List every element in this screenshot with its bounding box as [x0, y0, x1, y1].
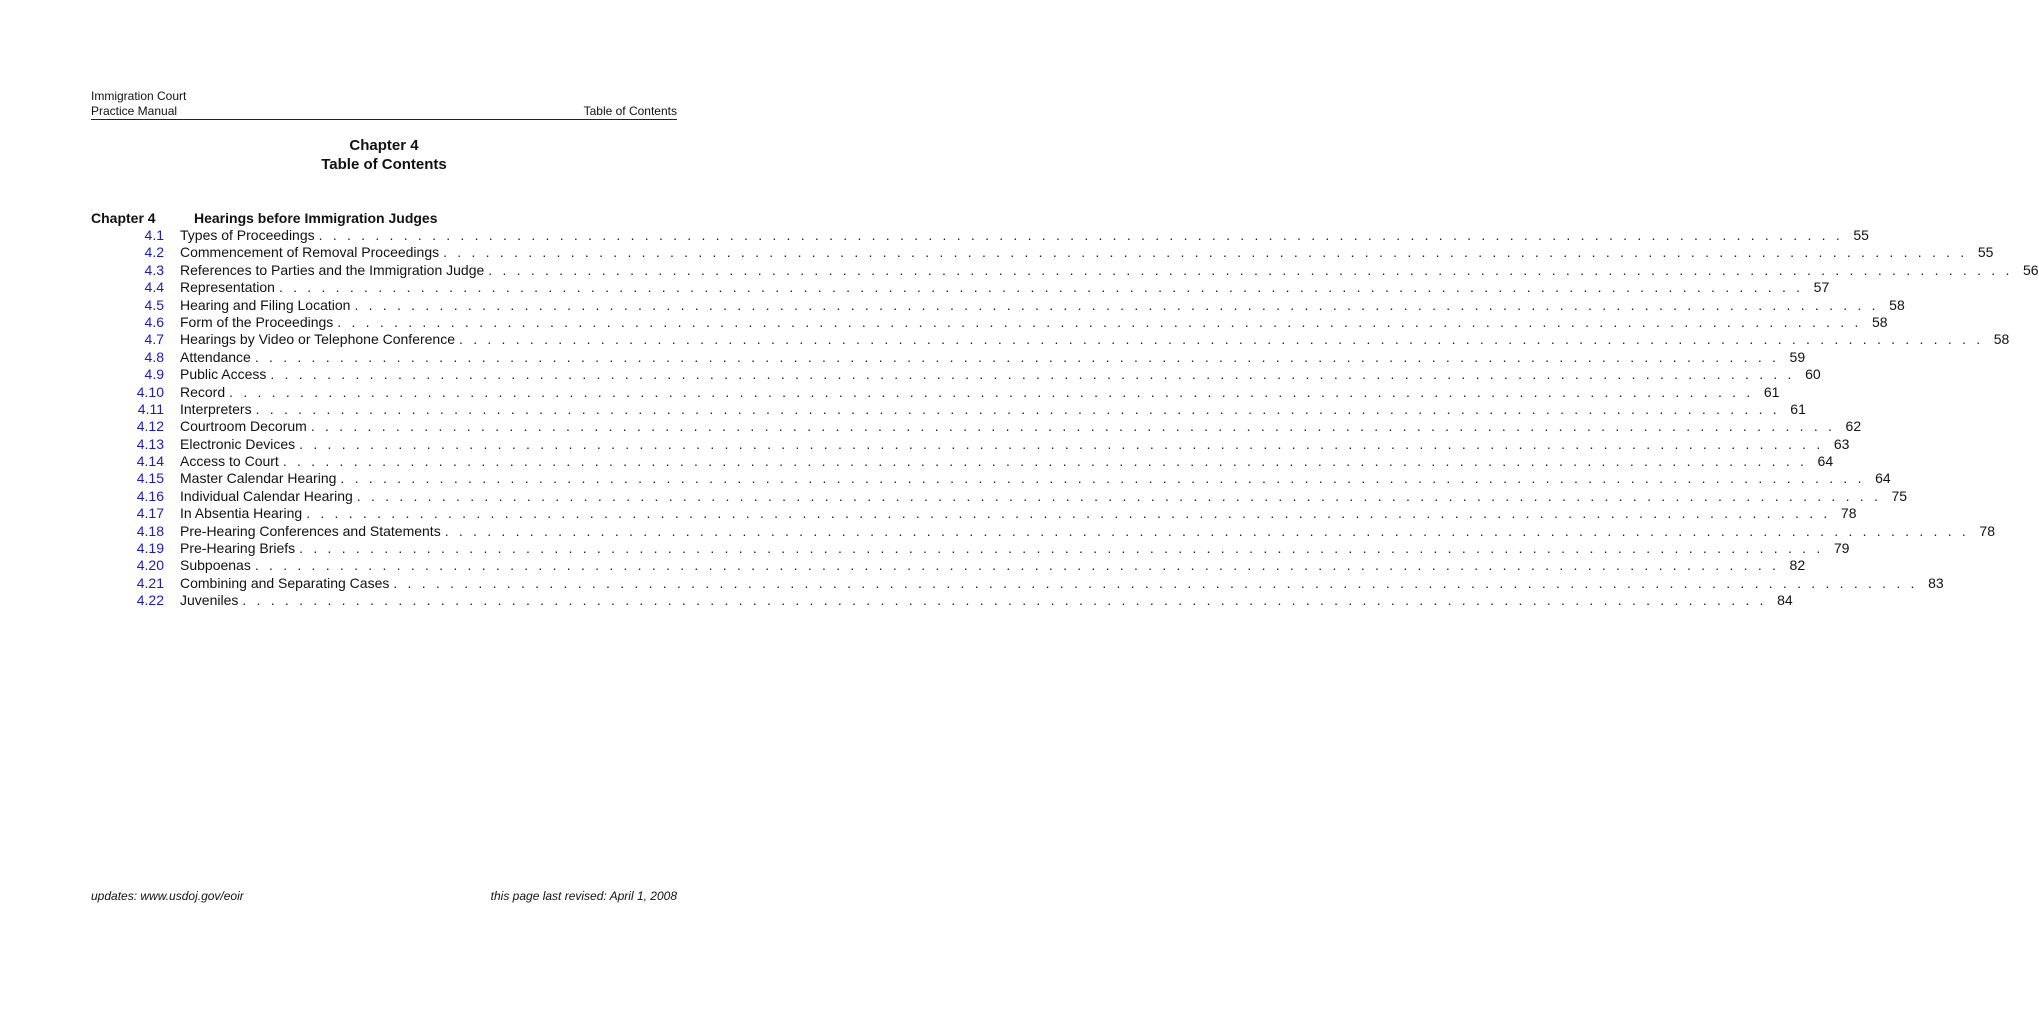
toc-entry: [180, 296, 1905, 314]
toc-dot-leader: . . . . . . . . . . . . . . . . . . . . . . . . . . . . . . . . . . . . . . . . . . . . . . . . . . . . . . . . . . . . . . . . . . . . . . . . . . . . . . . . . . . . . . . . . . . . . . . . . . . . . . . . . . . .: [270, 366, 1795, 383]
toc-page-number: 59: [1789, 348, 1806, 365]
toc-dot-leader: . . . . . . . . . . . . . . . . . . . . . . . . . . . . . . . . . . . . . . . . . . . . . . . . . . . . . . . . . . . . . . . . . . . . . . . . . . . . . . . . . . . . . . . . . . . . . . . . . . . . . . . . . . . .: [337, 313, 1862, 330]
toc-section-number-link[interactable]: 4.7: [144, 331, 164, 348]
toc-section-title: Electronic Devices: [180, 435, 296, 452]
toc-section-title: Hearings by Video or Telephone Conference: [180, 331, 456, 348]
toc-page-number: 56: [2022, 261, 2039, 278]
toc-dot-leader: . . . . . . . . . . . . . . . . . . . . . . . . . . . . . . . . . . . . . . . . . . . . . . . . . . . . . . . . . . . . . . . . . . . . . . . . . . . . . . . . . . . . . . . . . . . . . . . . . . . . . . . . . . . .: [356, 487, 1882, 504]
toc-section-number-link[interactable]: 4.10: [136, 383, 164, 400]
header-section-label: Table of Contents: [583, 104, 677, 118]
toc-page-number: 75: [1891, 487, 1908, 504]
toc-page-number: 78: [1840, 505, 1857, 522]
toc-entry: [180, 227, 1869, 244]
toc-chapter-label: Chapter 4: [91, 210, 156, 226]
toc-section-title: Courtroom Decorum: [180, 418, 307, 435]
toc-section-number-link[interactable]: 4.18: [136, 522, 164, 539]
toc-entry: [180, 522, 1995, 540]
toc-section-title: Master Calendar Hearing: [180, 470, 337, 487]
toc-row[interactable]: [91, 470, 1891, 487]
toc-entry: [180, 400, 1806, 418]
toc-section-number-link[interactable]: 4.19: [136, 540, 164, 557]
toc-section-title: Interpreters: [180, 400, 252, 417]
toc-entry: [180, 453, 1834, 470]
toc-title-line: Table of Contents: [321, 156, 447, 173]
toc-row[interactable]: [91, 331, 2010, 348]
toc-entry: [180, 418, 1862, 435]
toc-page-number: 78: [1979, 522, 1995, 539]
toc-entry: [180, 244, 1994, 261]
toc-page-number: 79: [1833, 540, 1850, 557]
toc-row[interactable]: [91, 592, 1793, 609]
toc-page-number: 55: [1977, 244, 1994, 261]
toc-section-title: Combining and Separating Cases: [180, 574, 390, 591]
toc-section-number-link[interactable]: 4.5: [144, 296, 164, 313]
toc-row[interactable]: [91, 574, 1944, 592]
toc-section-number-link[interactable]: 4.1: [144, 227, 164, 243]
toc-page-number: 83: [1928, 574, 1944, 591]
toc-section-number-link[interactable]: 4.12: [136, 418, 164, 435]
toc-section-title: Form of the Proceedings: [180, 313, 334, 330]
toc-entry: [180, 505, 1857, 522]
toc-row[interactable]: [91, 487, 1908, 505]
chapter-title-line: Chapter 4: [349, 137, 419, 154]
toc-section-number-link[interactable]: 4.20: [136, 557, 164, 574]
toc-entry: [180, 331, 2010, 348]
toc-dot-leader: . . . . . . . . . . . . . . . . . . . . . . . . . . . . . . . . . . . . . . . . . . . . . . . . . . . . . . . . . . . . . . . . . . . . . . . . . . . . . . . . . . . . . . . . . . . . . . . . . . . . . . . . . . . .: [278, 279, 1804, 296]
toc-row[interactable]: [91, 296, 1905, 314]
toc-section-title: Attendance: [180, 348, 251, 365]
toc-entry: [180, 261, 2039, 279]
toc-entry: [180, 383, 1780, 401]
toc-dot-leader: . . . . . . . . . . . . . . . . . . . . . . . . . . . . . . . . . . . . . . . . . . . . . . . . . . . . . . . . . . . . . . . . . . . . . . . . . . . . . . . . . . . . . . . . . . . . . . . . . . . . . . . . . . . .: [299, 435, 1824, 452]
toc-entry: [180, 348, 1806, 366]
toc-section-title: References to Parties and the Immigration Judge: [180, 261, 485, 278]
toc-entry: [180, 592, 1793, 609]
toc-chapter-name: Hearings before Immigration Judges: [194, 210, 438, 226]
header-line-manual: Practice Manual: [91, 104, 178, 118]
toc-entry: [180, 279, 1830, 296]
toc-row[interactable]: [91, 540, 1850, 557]
toc-dot-leader: . . . . . . . . . . . . . . . . . . . . . . . . . . . . . . . . . . . . . . . . . . . . . . . . . . . . . . . . . . . . . . . . . . . . . . . . . . . . . . . . . . . . . . . . . . . . . . . . . . . . . . . . . . . .: [340, 470, 1865, 487]
toc-dot-leader: . . . . . . . . . . . . . . . . . . . . . . . . . . . . . . . . . . . . . . . . . . . . . . . . . . . . . . . . . . . . . . . . . . . . . . . . . . . . . . . . . . . . . . . . . . . . . . . . . . . . . . . . . . . .: [488, 261, 2013, 278]
toc-row[interactable]: [91, 557, 1806, 574]
toc-section-title: Individual Calendar Hearing: [180, 487, 353, 504]
toc-row[interactable]: [91, 400, 1806, 418]
toc-page-number: 61: [1763, 383, 1780, 400]
toc-dot-leader: . . . . . . . . . . . . . . . . . . . . . . . . . . . . . . . . . . . . . . . . . . . . . . . . . . . . . . . . . . . . . . . . . . . . . . . . . . . . . . . . . . . . . . . . . . . . . . . . . . . . . . . . . . . .: [299, 540, 1824, 557]
toc-row[interactable]: [91, 261, 2039, 279]
toc-section-number-link[interactable]: 4.8: [144, 348, 164, 365]
toc-entry: [180, 574, 1944, 592]
toc-page-number: 57: [1813, 279, 1830, 296]
toc-row[interactable]: [91, 435, 1850, 453]
toc-dot-leader: . . . . . . . . . . . . . . . . . . . . . . . . . . . . . . . . . . . . . . . . . . . . . . . . . . . . . . . . . . . . . . . . . . . . . . . . . . . . . . . . . . . . . . . . . . . . . . . . . . . . . . . . . . . .: [306, 505, 1831, 522]
toc-dot-leader: . . . . . . . . . . . . . . . . . . . . . . . . . . . . . . . . . . . . . . . . . . . . . . . . . . . . . . . . . . . . . . . . . . . . . . . . . . . . . . . . . . . . . . . . . . . . . . . . . . . . . . . . . . . .: [443, 244, 1968, 261]
footer-updates: updates: www.usdoj.gov/eoir: [91, 889, 244, 903]
toc-dot-leader: . . . . . . . . . . . . . . . . . . . . . . . . . . . . . . . . . . . . . . . . . . . . . . . . . . . . . . . . . . . . . . . . . . . . . . . . . . . . . . . . . . . . . . . . . . . . . . . . . . . . . . . . . . . .: [318, 227, 1843, 243]
toc-page-number: 60: [1805, 366, 1821, 383]
toc-row[interactable]: [91, 279, 1830, 296]
toc-entry: [180, 557, 1806, 574]
toc-row[interactable]: [91, 227, 1869, 244]
toc-section-number-link[interactable]: 4.2: [144, 244, 164, 261]
toc-row[interactable]: [91, 453, 1834, 470]
toc-section-number-link[interactable]: 4.3: [144, 261, 164, 278]
toc-entry: [180, 540, 1850, 557]
toc-page-number: 58: [1889, 296, 1905, 313]
toc-page-number: 82: [1789, 557, 1806, 574]
toc-entry: [180, 435, 1850, 453]
running-header: [91, 89, 186, 119]
toc-dot-leader: . . . . . . . . . . . . . . . . . . . . . . . . . . . . . . . . . . . . . . . . . . . . . . . . . . . . . . . . . . . . . . . . . . . . . . . . . . . . . . . . . . . . . . . . . . . . . . . . . . . . . . . . . . . .: [282, 453, 1808, 470]
toc-row[interactable]: [91, 505, 1857, 522]
toc-section-number-link[interactable]: 4.11: [137, 400, 164, 417]
toc-section-number-link[interactable]: 4.14: [136, 453, 164, 470]
toc-section-number-link[interactable]: 4.17: [136, 505, 164, 522]
toc-dot-leader: . . . . . . . . . . . . . . . . . . . . . . . . . . . . . . . . . . . . . . . . . . . . . . . . . . . . . . . . . . . . . . . . . . . . . . . . . . . . . . . . . . . . . . . . . . . . . . . . . . . . . . . . . . . .: [255, 400, 1780, 417]
toc-dot-leader: . . . . . . . . . . . . . . . . . . . . . . . . . . . . . . . . . . . . . . . . . . . . . . . . . . . . . . . . . . . . . . . . . . . . . . . . . . . . . . . . . . . . . . . . . . . . . . . . . . . . . . . . . . . .: [459, 331, 1984, 348]
toc-dot-leader: . . . . . . . . . . . . . . . . . . . . . . . . . . . . . . . . . . . . . . . . . . . . . . . . . . . . . . . . . . . . . . . . . . . . . . . . . . . . . . . . . . . . . . . . . . . . . . . . . . . . . . . . . . . .: [354, 296, 1879, 313]
toc-section-number-link[interactable]: 4.16: [136, 487, 164, 504]
toc-entry: [180, 366, 1821, 383]
toc-page-number: 58: [1872, 313, 1888, 330]
toc-section-title: Juveniles: [180, 592, 239, 609]
toc-row[interactable]: [91, 366, 1821, 383]
header-divider: [91, 119, 677, 120]
toc-section-number-link[interactable]: 4.22: [136, 592, 164, 609]
toc-section-title: Types of Proceedings: [180, 227, 315, 243]
toc-section-title: Public Access: [180, 366, 267, 383]
toc-section-number-link[interactable]: 4.21: [136, 574, 164, 591]
toc-page-number: 64: [1875, 470, 1891, 487]
toc-section-title: Subpoenas: [180, 557, 251, 574]
toc-section-number-link[interactable]: 4.13: [136, 435, 164, 452]
toc-section-title: Pre-Hearing Briefs: [180, 540, 296, 557]
toc-section-title: Pre-Hearing Conferences and Statements: [180, 522, 441, 539]
toc-row[interactable]: [91, 418, 1862, 435]
toc-entry: [180, 470, 1891, 487]
page-title: [0, 136, 768, 174]
toc-row[interactable]: [91, 383, 1780, 401]
toc-row[interactable]: [91, 522, 1995, 540]
toc-section-title: Representation: [180, 279, 275, 296]
toc-page-number: 58: [1993, 331, 2010, 348]
toc-dot-leader: . . . . . . . . . . . . . . . . . . . . . . . . . . . . . . . . . . . . . . . . . . . . . . . . . . . . . . . . . . . . . . . . . . . . . . . . . . . . . . . . . . . . . . . . . . . . . . . . . . . . . . . . . . . .: [242, 592, 1767, 609]
toc-page-number: 63: [1833, 435, 1850, 452]
toc-page-number: 84: [1777, 592, 1793, 609]
toc-dot-leader: . . . . . . . . . . . . . . . . . . . . . . . . . . . . . . . . . . . . . . . . . . . . . . . . . . . . . . . . . . . . . . . . . . . . . . . . . . . . . . . . . . . . . . . . . . . . . . . . . . . . . . . . . . . .: [254, 557, 1780, 574]
toc-dot-leader: . . . . . . . . . . . . . . . . . . . . . . . . . . . . . . . . . . . . . . . . . . . . . . . . . . . . . . . . . . . . . . . . . . . . . . . . . . . . . . . . . . . . . . . . . . . . . . . . . . . . . . . . . . . .: [254, 348, 1780, 365]
toc-dot-leader: . . . . . . . . . . . . . . . . . . . . . . . . . . . . . . . . . . . . . . . . . . . . . . . . . . . . . . . . . . . . . . . . . . . . . . . . . . . . . . . . . . . . . . . . . . . . . . . . . . . . . . . . . . . .: [229, 383, 1754, 400]
toc-entry: [180, 313, 1888, 331]
toc-row[interactable]: [91, 313, 1888, 331]
toc-section-title: Access to Court: [180, 453, 279, 470]
toc-section-title: Commencement of Removal Proceedings: [180, 244, 440, 261]
toc-list: [91, 227, 2039, 610]
header-line-court: Immigration Court: [91, 89, 187, 103]
toc-row[interactable]: [91, 348, 1806, 366]
footer-revised-date: this page last revised: April 1, 2008: [490, 889, 677, 903]
toc-page-number: 55: [1853, 227, 1869, 243]
toc-section-title: In Absentia Hearing: [180, 505, 303, 522]
toc-dot-leader: . . . . . . . . . . . . . . . . . . . . . . . . . . . . . . . . . . . . . . . . . . . . . . . . . . . . . . . . . . . . . . . . . . . . . . . . . . . . . . . . . . . . . . . . . . . . . . . . . . . . . . . . . . . .: [310, 418, 1836, 435]
toc-section-number-link[interactable]: 4.4: [144, 279, 164, 296]
toc-section-title: Record: [180, 383, 226, 400]
toc-section-number-link[interactable]: 4.9: [144, 366, 164, 383]
toc-entry: [180, 487, 1908, 505]
toc-section-number-link[interactable]: 4.15: [136, 470, 164, 487]
toc-row[interactable]: [91, 244, 1994, 261]
toc-dot-leader: . . . . . . . . . . . . . . . . . . . . . . . . . . . . . . . . . . . . . . . . . . . . . . . . . . . . . . . . . . . . . . . . . . . . . . . . . . . . . . . . . . . . . . . . . . . . . . . . . . . . . . . . . . . .: [393, 574, 1918, 591]
toc-dot-leader: . . . . . . . . . . . . . . . . . . . . . . . . . . . . . . . . . . . . . . . . . . . . . . . . . . . . . . . . . . . . . . . . . . . . . . . . . . . . . . . . . . . . . . . . . . . . . . . . . . . . . . . . . . . .: [444, 522, 1969, 539]
toc-section-number-link[interactable]: 4.6: [144, 313, 164, 330]
toc-page-number: 61: [1790, 400, 1806, 417]
toc-page-number: 62: [1845, 418, 1862, 435]
toc-section-title: Hearing and Filing Location: [180, 296, 351, 313]
toc-page-number: 64: [1817, 453, 1834, 470]
